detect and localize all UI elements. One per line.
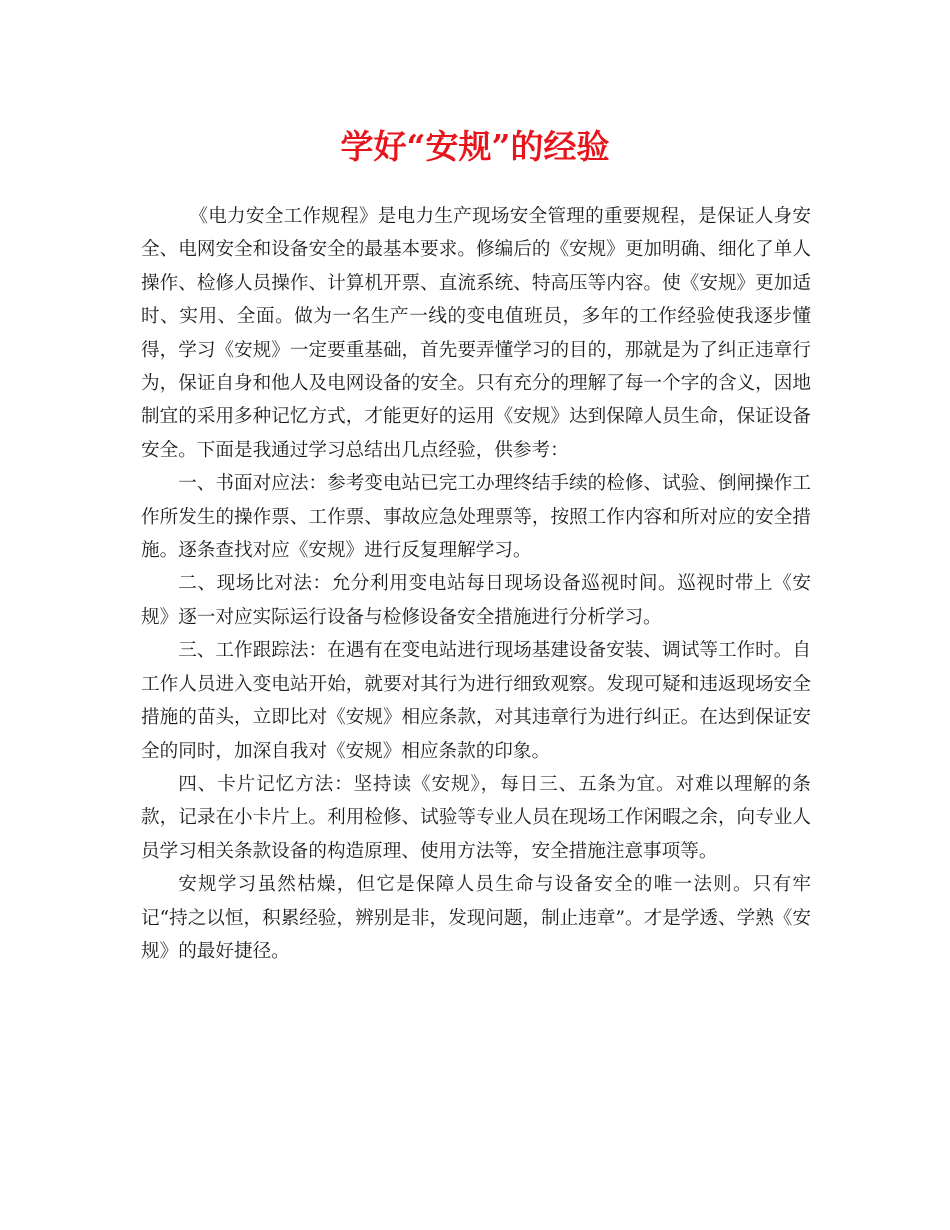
paragraph-conclusion: 安规学习虽然枯燥，但它是保障人员生命与设备安全的唯一法则。只有牢记“持之以恒，积累经验，辨别是非，发现问题，制止违章”。才是学透、学熟《安规》的最好捷径。 bbox=[141, 874, 811, 962]
paragraph-method-3: 三、工作跟踪法：在遇有在变电站进行现场基建设备安装、调试等工作时。自工作人员进入变电站开始，就要对其行为进行细致观察。发现可疑和违返现场安全措施的苗头，立即比对《安规》相应条款，对其违章行为进行纠正。在达到保证安全的同时，加深自我对《安规》相应条款的印象。 bbox=[141, 640, 811, 762]
paragraph-method-4: 四、卡片记忆方法：坚持读《安规》，每日三、五条为宜。对难以理解的条款，记录在小卡片上。利用检修、试验等专业人员在现场工作闲暇之余，向专业人员学习相关条款设备的构造原理、使用方法等，安全措施注意事项等。 bbox=[141, 773, 811, 862]
document-body bbox=[141, 200, 811, 968]
paragraph-method-1: 一、书面对应法：参考变电站已完工办理终结手续的检修、试验、倒闸操作工作所发生的操作票、工作票、事故应急处理票等，按照工作内容和所对应的安全措施。逐条查找对应《安规》进行反复理解学习。 bbox=[141, 473, 811, 562]
page-title: 学好“安规”的经验 bbox=[340, 127, 610, 166]
paragraph-method-2: 二、现场比对法：允分利用变电站每日现场设备巡视时间。巡视时带上《安规》逐一对应实际运行设备与检修设备安全措施进行分析学习。 bbox=[141, 573, 811, 628]
paragraph-intro: 《电力安全工作规程》是电力生产现场安全管理的重要规程，是保证人身安全、电网安全和设备安全的最基本要求。修编后的《安规》更加明确、细化了单人操作、检修人员操作、计算机开票、直流系统、特高压等内容。使《安规》更加适时、实用、全面。做为一名生产一线的变电值班员，多年的工作经验使我逐步懂得，学习《安规》一定要重基础，首先要弄懂学习的目的，那就是为了纠正违章行为，保证自身和他人及电网设备的安全。只有充分的理解了每一个字的含义，因地制宜的采用多种记忆方式，才能更好的运用《安规》达到保障人员生命，保证设备安全。下面是我通过学习总结出几点经验，供参考： bbox=[141, 206, 811, 461]
